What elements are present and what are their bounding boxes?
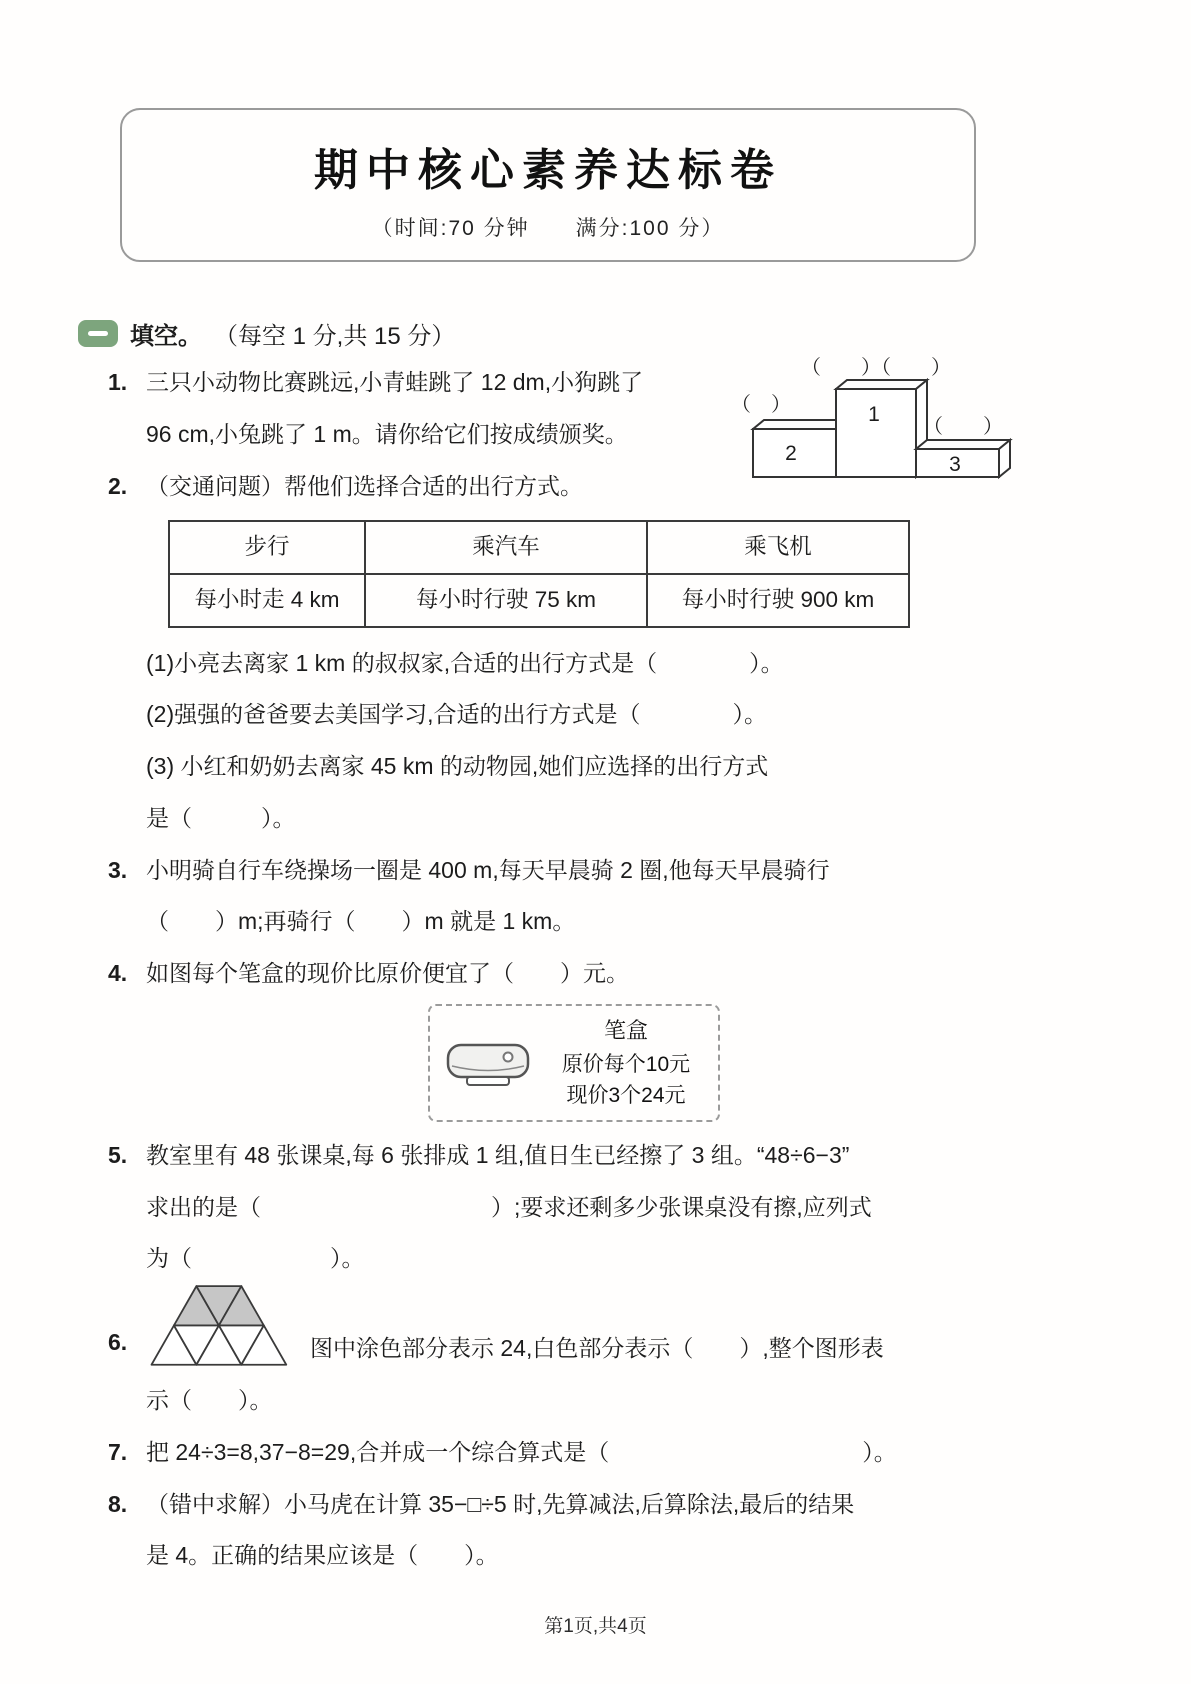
question-5-line1: 教室里有 48 张课桌,每 6 张排成 1 组,值日生已经擦了 3 组。“48÷6−3” (146, 1141, 850, 1168)
page-footer: 第1页,共4页 (544, 1616, 647, 1637)
question-1-number: 1. (108, 369, 128, 395)
travel-options-table (168, 520, 910, 627)
question-8-line1: （错中求解）小马虎在计算 35−□÷5 时,先算减法,后算除法,最后的结果 (146, 1490, 855, 1517)
podium-blank-right: （ ） (923, 416, 1003, 438)
question-3-number: 3. (108, 856, 128, 883)
question-8-line2: 是 4。正确的结果应该是（ ）。 (146, 1542, 499, 1569)
question-2-sub2: (2)强强的爸爸要去美国学习,合适的出行方式是（ ）。 (146, 701, 767, 728)
podium-label-3: 3 (949, 453, 961, 476)
question-2 (78, 461, 1109, 845)
question-2-number: 2. (108, 472, 128, 499)
question-3-line1: 小明骑自行车绕操场一圈是 400 m,每天早晨骑 2 圈,他每天早晨骑行 (146, 856, 830, 883)
speed-walk: 每小时走 4 km (169, 574, 365, 627)
pencil-box-figure (428, 1004, 720, 1122)
podium-label-2: 2 (785, 442, 797, 465)
pencil-box-text (546, 1014, 706, 1112)
triangle-figure (146, 1285, 294, 1367)
podium-block1-top (836, 380, 927, 389)
question-8 (78, 1479, 1109, 1583)
question-1-line2: 96 cm,小兔跳了 1 m。请你给它们按成绩颁奖。 (146, 420, 628, 447)
question-4-line1: 如图每个笔盒的现价比原价便宜了（ ）元。 (146, 960, 629, 986)
header-car: 乘汽车 (365, 521, 647, 574)
page-title: 期中核心素养达标卷 (314, 146, 782, 195)
question-6-number: 6. (108, 1329, 128, 1355)
pencil-box-title: 笔盒 (603, 1017, 648, 1043)
question-5 (78, 1130, 1109, 1285)
section-one-icon (78, 320, 118, 347)
pencil-box-original-price: 原价每个10元 (561, 1052, 691, 1076)
question-7-line1: 把 24÷3=8,37−8=29,合并成一个综合算式是（ ）。 (146, 1438, 897, 1465)
question-5-line3: 为（ ）。 (146, 1245, 365, 1272)
table-header-row (169, 521, 909, 574)
question-8-number: 8. (108, 1490, 128, 1517)
question-6-figure-row (146, 1285, 1109, 1375)
podium-blank-left: （ ） (731, 394, 791, 416)
podium-block2-top (753, 420, 847, 429)
header-walk: 步行 (169, 521, 365, 574)
section-title: 填空。 (130, 323, 202, 350)
question-1-line1: 三只小动物比赛跳远,小青蛙跳了 12 dm,小狗跳了 (146, 369, 644, 395)
question-7 (78, 1427, 1109, 1479)
table-value-row (169, 574, 909, 627)
podium-blank-top: （ ）（ ） (801, 357, 951, 379)
question-2-sub1: (1)小亮去离家 1 km 的叔叔家,合适的出行方式是（ ）。 (146, 649, 784, 676)
question-2-intro: （交通问题）帮他们选择合适的出行方式。 (146, 472, 583, 499)
podium-block3-top (916, 440, 1010, 449)
title-box (120, 108, 976, 262)
question-1 (78, 357, 1109, 476)
question-2-sub3-line1: (3) 小红和奶奶去离家 45 km 的动物园,她们应选择的出行方式 (146, 753, 769, 779)
question-5-line2: 求出的是（ ）;要求还剩多少张课桌没有擦,应列式 (146, 1193, 872, 1220)
question-5-number: 5. (108, 1141, 128, 1168)
question-4-number: 4. (108, 960, 128, 986)
question-2-sub3-line2: 是（ ）。 (146, 804, 296, 831)
speed-car: 每小时行驶 75 km (365, 574, 647, 627)
podium-label-1: 1 (868, 403, 880, 426)
pencil-case-icon (442, 1032, 534, 1094)
question-7-number: 7. (108, 1438, 128, 1465)
section-header (78, 316, 1109, 351)
question-6-line1: 图中涂色部分表示 24,白色部分表示（ ）,整个图形表 (310, 1335, 884, 1362)
header-plane: 乘飞机 (647, 521, 909, 574)
page-subtitle: （时间:70 分钟 满分:100 分） (371, 217, 725, 240)
pencil-box-current-price: 现价3个24元 (566, 1084, 686, 1108)
question-6-line2: 示（ ）。 (146, 1387, 273, 1413)
question-4 (78, 948, 1109, 1122)
question-3 (78, 845, 1109, 949)
section-note: （每空 1 分,共 15 分） (214, 323, 456, 350)
question-6 (78, 1285, 1109, 1427)
question-3-line2: （ ）m;再骑行（ ）m 就是 1 km。 (146, 908, 576, 935)
speed-plane: 每小时行驶 900 km (647, 574, 909, 627)
